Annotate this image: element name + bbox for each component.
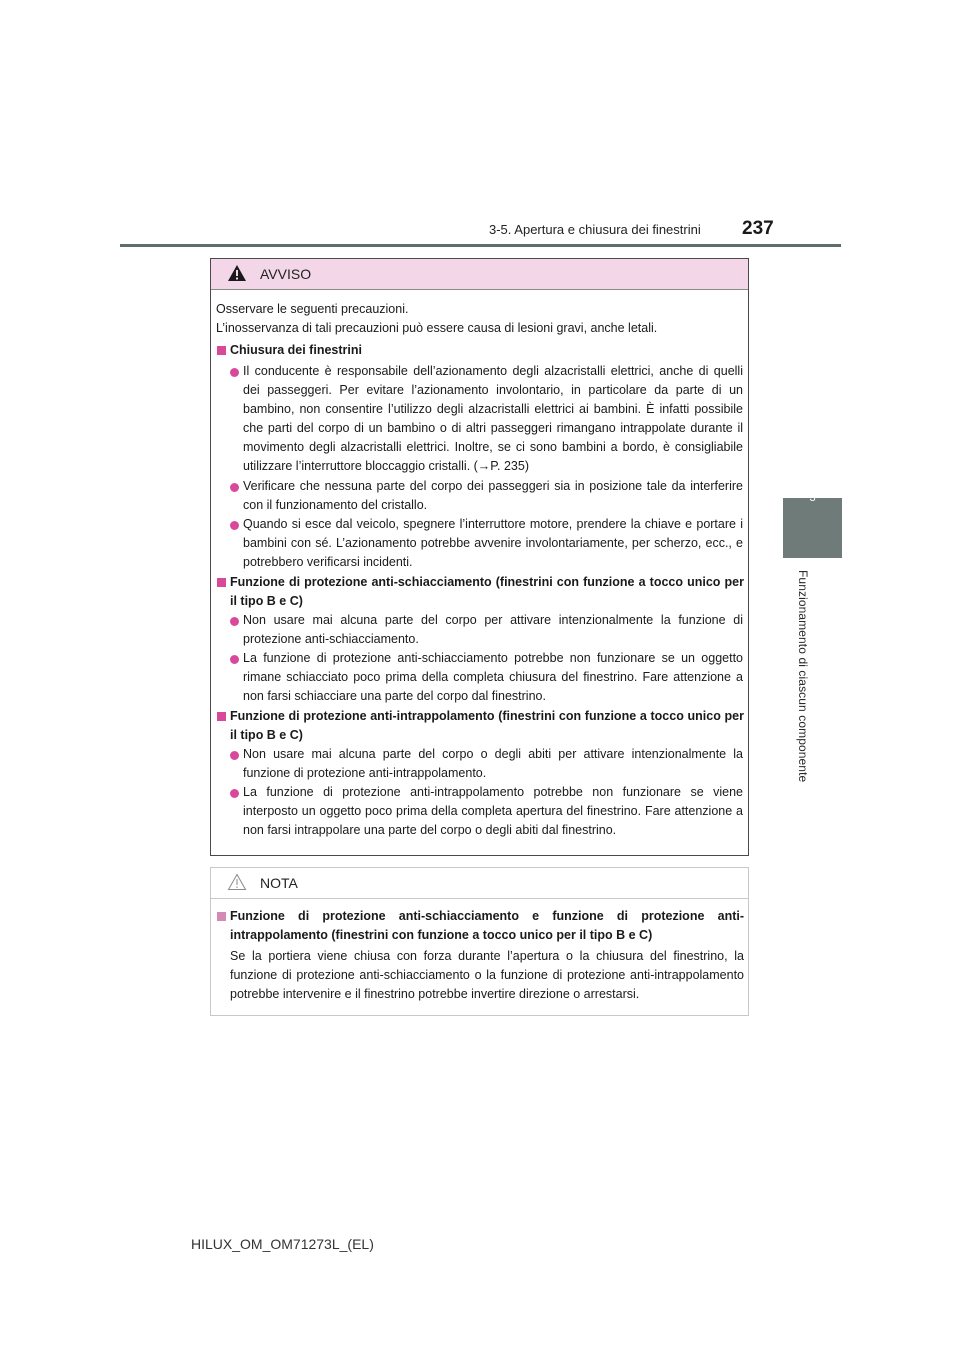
document-code: HILUX_OM_OM71273L_(EL) (191, 1236, 374, 1252)
warning-box (210, 258, 749, 856)
warning-bullet: Verificare che nessuna parte del corpo dei passeggeri sia in posizione tale da interferire con il funzionamento del cristallo. (243, 479, 743, 512)
chapter-title: Funzionamento di ciascun componente (796, 570, 810, 783)
warning-section-title: Funzione di protezione anti-schiacciamento (finestrini con funzione a tocco unico per il tipo B e C) (230, 575, 744, 608)
bullet-dot (230, 655, 239, 664)
warning-intro-2: L’inosservanza di tali precauzioni può essere causa di lesioni gravi, anche letali. (216, 321, 658, 335)
warning-section-title: Chiusura dei finestrini (230, 343, 362, 357)
section-bullet-square (217, 578, 226, 587)
bullet-dot (230, 617, 239, 626)
note-title: NOTA (260, 875, 298, 891)
warning-intro-1: Osservare le seguenti precauzioni. (216, 302, 409, 316)
note-header (211, 868, 748, 899)
bullet-dot (230, 368, 239, 377)
warning-bullet: Non usare mai alcuna parte del corpo o degli abiti per attivare intenzionalmente la funzione di protezione anti-intrappolamento. (243, 747, 743, 780)
bullet-dot (230, 483, 239, 492)
header-rule (120, 244, 841, 247)
warning-bullet: La funzione di protezione anti-intrappolamento potrebbe non funzionare se viene interposto un oggetto poco prima della completa apertura del finestrino. Fare attenzione a non farsi intrappolare una parte del corpo o degli abiti dal finestrino. (243, 785, 743, 837)
bullet-dot (230, 521, 239, 530)
warning-section-title: Funzione di protezione anti-intrappolamento (finestrini con funzione a tocco unico per il tipo B e C) (230, 709, 744, 742)
chapter-tab (783, 498, 842, 558)
section-bullet-square (217, 346, 226, 355)
note-box (210, 867, 749, 1016)
warning-triangle-icon (227, 264, 247, 282)
section-title: 3-5. Apertura e chiusura dei finestrini (489, 222, 701, 237)
section-bullet-square (217, 712, 226, 721)
bullet-dot (230, 751, 239, 760)
warning-bullet: Il conducente è responsabile dell’azionamento degli alzacristalli elettrici, anche di quelli dei passeggeri. Per evitare l’azionamento involontario, in particolare da parte di un bambino, non consentire l’utilizzo degli alzacristalli elettrici ai bambini. È infatti possibile che parti del corpo di un bambino o di altri passeggeri rimangano intrappolate durante il movimento degli alzacristalli elettrici. Inoltre, se ci sono bambini a bordo, è consigliabile utilizzare l’interruttore bloccaggio cristalli. (→P. 235) (243, 364, 743, 473)
note-body: Se la portiera viene chiusa con forza durante l’apertura o la chiusura del finestrino, la funzione di protezione anti-schiacciamento o la funzione di protezione anti-intrappolamento potrebbe intervenire e il finestrino potrebbe invertire direzione o arrestarsi. (230, 949, 744, 1001)
section-bullet-square (217, 912, 226, 921)
chapter-number: 3 (809, 492, 816, 504)
bullet-dot (230, 789, 239, 798)
note-section-title: Funzione di protezione anti-schiacciamento e funzione di protezione anti-intrappolamento (finestrini con funzione a tocco unico per il tipo B e C) (230, 909, 744, 942)
page-number: 237 (742, 218, 774, 239)
warning-bullet: Quando si esce dal veicolo, spegnere l’interruttore motore, prendere la chiave e portare i bambini con sé. L’azionamento potrebbe avvenire involontariamente, per scherzo, ecc., e potrebbero verificarsi incidenti. (243, 517, 743, 569)
caution-triangle-icon (227, 873, 247, 891)
warning-bullet: La funzione di protezione anti-schiacciamento potrebbe non funzionare se un oggetto rimane schiacciato poco prima della completa chiusura del finestrino. Fare attenzione a non farsi schiacciare una parte del corpo dal finestrino. (243, 651, 743, 703)
warning-header (211, 259, 748, 290)
warning-title: AVVISO (260, 266, 312, 282)
warning-bullet: Non usare mai alcuna parte del corpo per attivare intenzionalmente la funzione di protezione anti-schiacciamento. (243, 613, 743, 646)
